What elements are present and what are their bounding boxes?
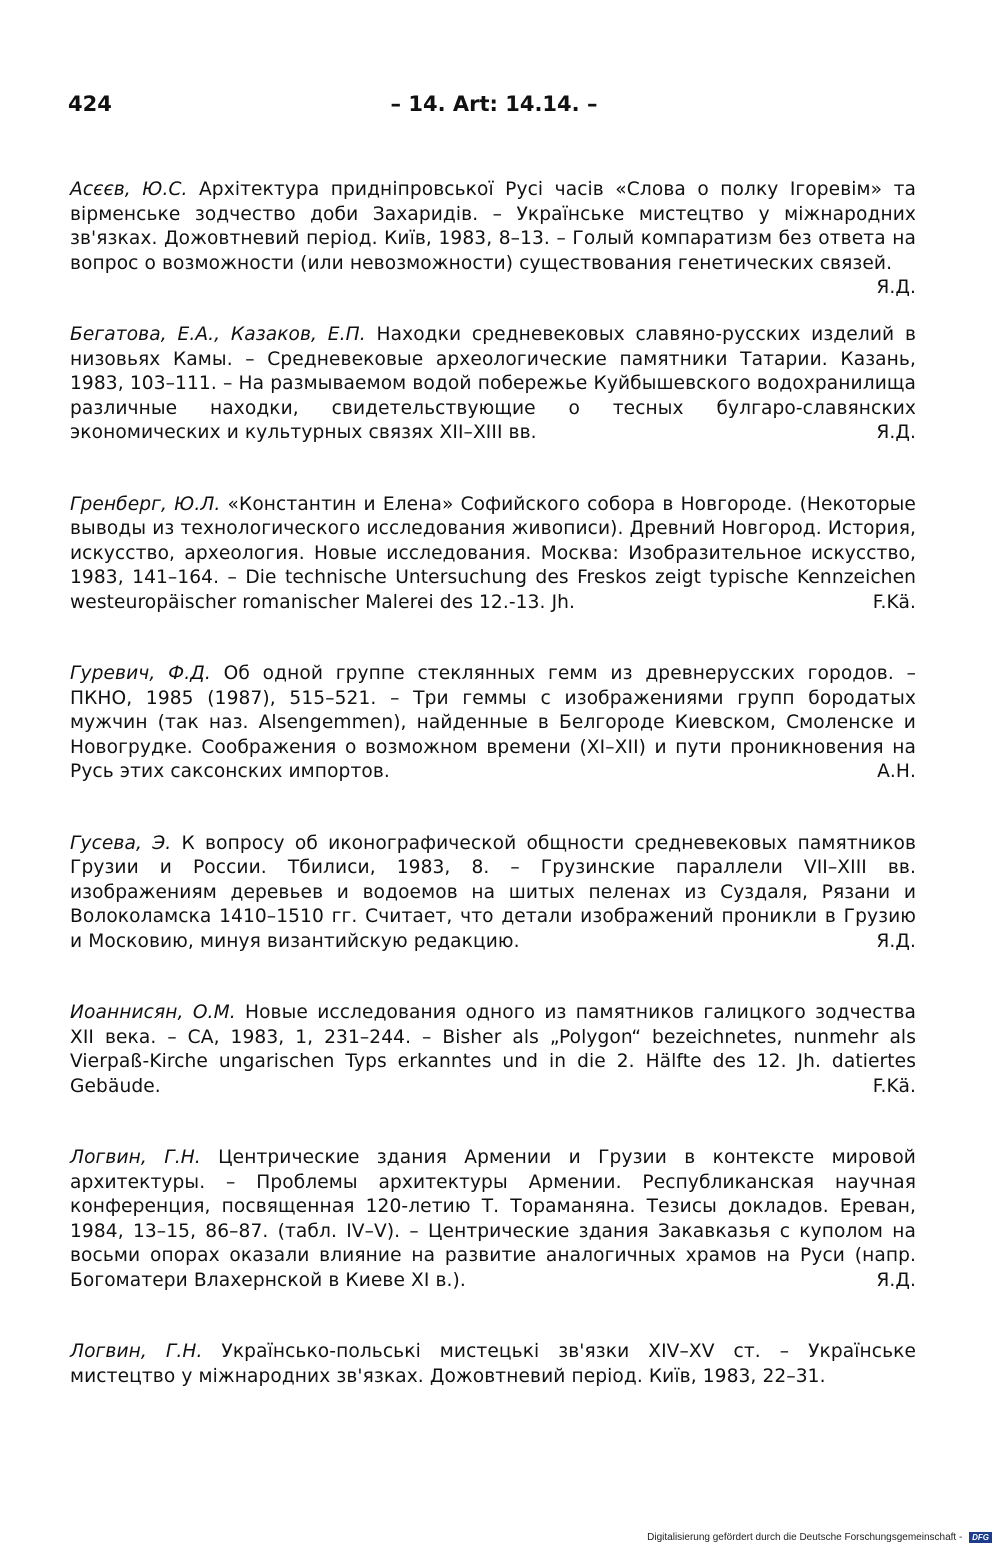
entry-reviewer: F.Kä. [872,591,916,613]
entry-author: Гренберг, Ю.Л. [70,493,221,515]
entry-author: Логвин, Г.Н. [70,1147,201,1168]
entry-text: Українсько-польські мистецькі зв'язки XIV–XV ст. – Українське мистецтво у міжнародних зв'язках. Дожовтневий період. Київ, 1983, 22–31. [70,1341,916,1387]
page-number: 424 [68,92,112,116]
entry-author: Гусева, Э. [70,832,172,854]
entry-author: Логвин, Г.Н. [70,1341,203,1362]
bibliography-entry [70,662,916,785]
entry-reviewer: F.Kä. [872,1075,916,1097]
bibliography-entry [70,493,916,616]
entry-author: Асєєв, Ю.С. [70,179,188,200]
bibliography-entry [70,1001,916,1099]
footer-text: Digitalisierung gefördert durch die Deutsche Forschungsgemeinschaft - [647,1532,963,1543]
running-head: – 14. Art: 14.14. – [390,92,598,116]
page-header [68,92,920,124]
bibliography-entry [70,1146,916,1293]
entry-reviewer: Я.Д. [876,1269,916,1291]
dfg-logo-icon: DFG [969,1532,992,1543]
bibliography-entry [70,1340,916,1389]
bibliography-entry [70,178,916,298]
entry-author: Иоаннисян, О.М. [70,1002,236,1023]
entry-reviewer: Я.Д. [876,277,916,298]
entry-text: Об одной группе стеклянных гемм из древнерусских городов. – ПКНО, 1985 (1987), 515–521. – Три геммы с изображениями групп бородатых мужчин (так наз. Alsengemmen), найденные в Белгороде Киевском, Смоленске и Новогрудке. Соображения о возможном времени (XI–XII) и пути проникновения на Русь этих саксонских импортов. [70,663,916,782]
entry-text: Центрические здания Армении и Грузии в контексте мировой архитектуры. – Проблемы архитектуры Армении. Республиканская научная конференция, посвященная 120-летию Т. Тораманяна. Тезисы докладов. Ереван, 1984, 13–15, 86–87. (табл. IV–V). – Центрические здания Закавказья с куполом на восьми опорах оказали влияние на развитие аналогичных храмов на Руси (напр. Богоматери Влахернской в Киеве XI в.). [70,1147,916,1291]
entry-author: Гуревич, Ф.Д. [70,663,211,684]
entry-text: Архітектура придніпровської Русі часів «Слова о полку Ігоревім» та вірменське зодчество доби Захаридів. – Українське мистецтво у міжнародних зв'язках. Дожовтневий період. Київ, 1983, 8–13. – Голый компаратизм без ответа на вопрос о возможности (или невозможности) существования генетических связей. [70,179,916,274]
entry-text: «Константин и Елена» Софийского собора в Новгороде. (Некоторые выводы из технологического исследования живописи). Древний Новгород. История, искусство, археология. Новые исследования. Москва: Изобразительное искусство, 1983, 141–164. – Die technische Untersuchung des Freskos zeigt typische Kennzeichen westeuropäischer romanischer Malerei des 12.-13. Jh. [70,493,916,613]
bibliography-entry [70,323,916,446]
entry-text: Новые исследования одного из памятников галицкого зодчества XII века. – СА, 1983, 1, 231–244. – Bisher als „Polygon“ bezeichnetes, nunmehr als Vierpaß-Kirche ungarischen Typs erkanntes und in die 2. Hälfte des 12. Jh. datiertes Gebäude. [70,1002,916,1097]
entry-text: Находки средневековых славяно-русских изделий в низовьях Камы. – Средневековые археологические памятники Татарии. Казань, 1983, 103–111. – На размываемом водой побережье Куйбышевского водохранилища различные находки, свидетельствующие о тесных булгаро-славянских экономических и культурных связях XII–XIII вв. [70,324,917,443]
entry-text: К вопросу об иконографической общности средневековых памятников Грузии и России. Тбилиси, 1983, 8. – Грузинские параллели VII–XIII вв. изображениям деревьев и водоемов на шитых пеленах из Суздаля, Рязани и Волоколамска 1410–1510 гг. Считает, что детали изображений проникли в Грузию и Московию, минуя византийскую редакцию. [70,832,917,952]
bibliography-entries [70,178,916,1389]
entry-reviewer: А.Н. [877,761,916,782]
entry-author: Бегатова, Е.А., Казаков, Е.П. [70,324,366,345]
entry-reviewer: Я.Д. [876,930,916,952]
entry-reviewer: Я.Д. [876,422,916,443]
bibliography-entry [70,832,916,955]
digitization-footer [647,1532,992,1543]
